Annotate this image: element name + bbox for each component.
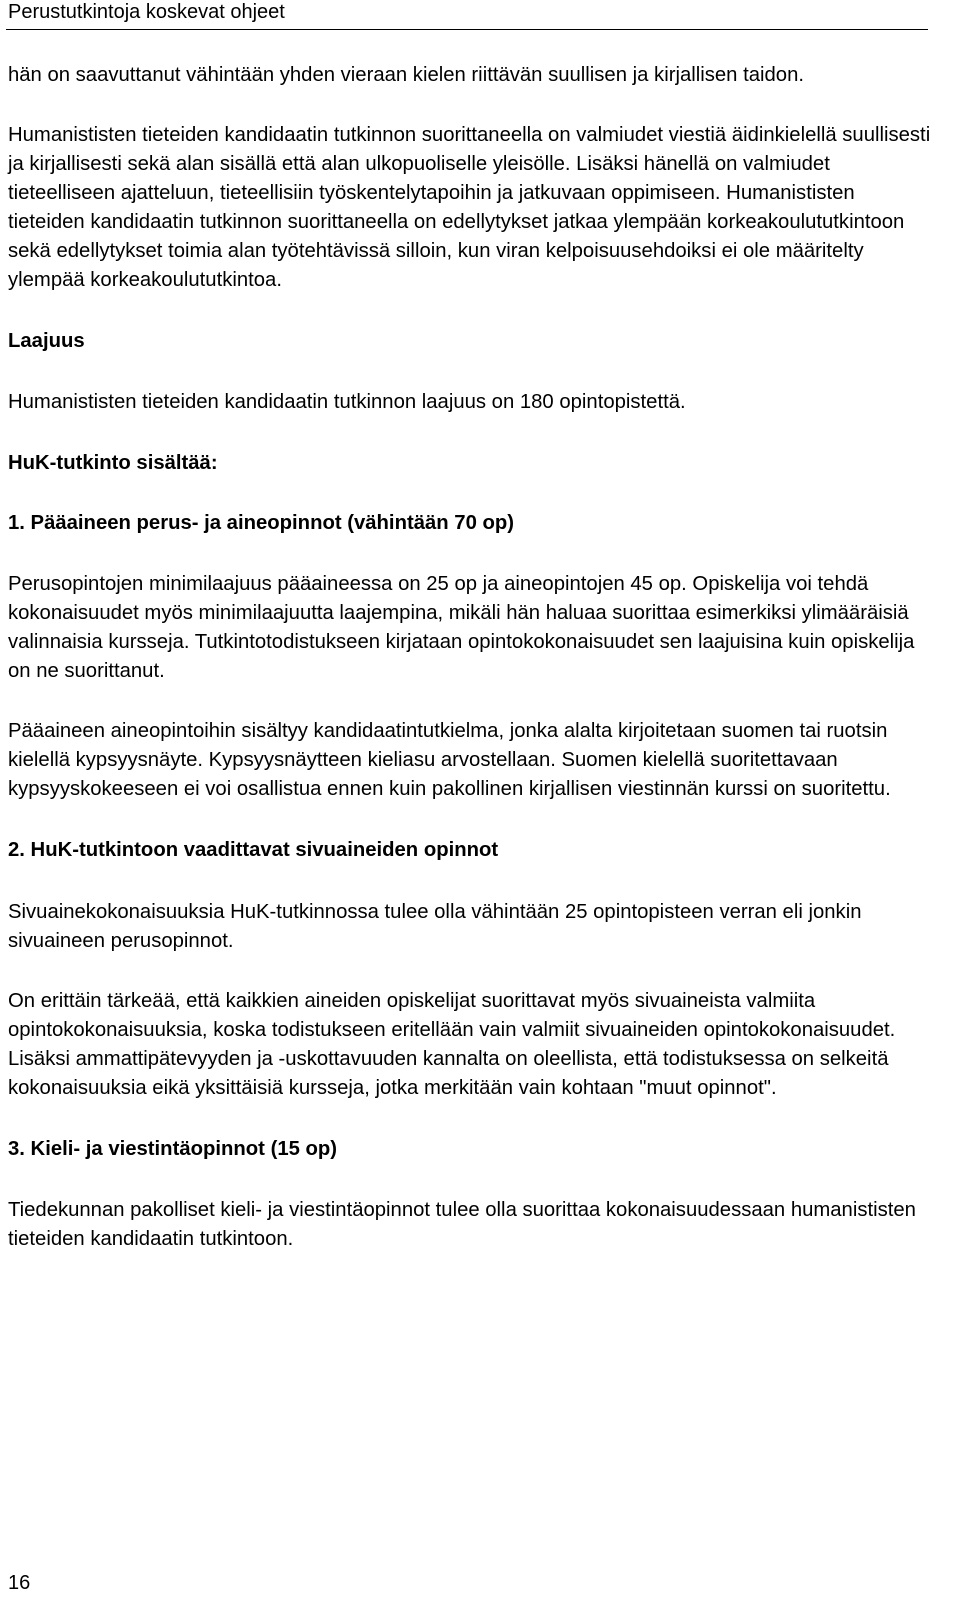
running-header: Perustutkintoja koskevat ohjeet — [8, 1, 285, 23]
section3-heading: 3. Kieli- ja viestintäopinnot (15 op) — [8, 1138, 338, 1160]
section3-paragraph: Tiedekunnan pakolliset kieli- ja viestintäopinnot tulee olla suorittaa kokonaisuudessaan humanististen tieteiden kandidaatin tutkintoon. — [8, 1199, 916, 1250]
section2-paragraph-2: On erittäin tärkeää, että kaikkien aineiden opiskelijat suorittavat myös sivuaineista valmiita opintokokonaisuuksia, koska todistukseen eritellään vain valmiit sivuaineiden opintokokonaisuudet. Lisäksi ammattipätevyyden ja -uskottavuuden kannalta on oleellista, että todistuksessa on selkeitä kokonaisuuksia eikä yksittäisiä kursseja, jotka merkitään vain kohtaan "muut opinnot". — [8, 990, 896, 1099]
intro-continuation: hän on saavuttanut vähintään yhden vieraan kielen riittävän suullisen ja kirjallisen taidon. — [8, 64, 804, 86]
laajuus-text: Humanististen tieteiden kandidaatin tutkinnon laajuus on 180 opintopistettä. — [8, 391, 686, 413]
huk-heading: HuK-tutkinto sisältää: — [8, 452, 218, 474]
section1-paragraph-2: Pääaineen aineopintoihin sisältyy kandidaatintutkielma, jonka alalta kirjoitetaan suomen tai ruotsin kielellä kypsyysnäyte. Kypsyysnäytteen kieliasu arvostellaan. Suomen kielellä suoritettavaan kypsyyskokeeseen ei voi osallistua ennen kuin pakollinen kirjallisen viestinnän kurssi on suoritettu. — [8, 720, 891, 800]
laajuus-heading: Laajuus — [8, 330, 85, 352]
page-number: 16 — [8, 1572, 31, 1594]
section1-paragraph-1: Perusopintojen minimilaajuus pääaineessa on 25 op ja aineopintojen 45 op. Opiskelija voi tehdä kokonaisuudet myös minimilaajuutta laajempina, mikäli hän haluaa suorittaa esimerkiksi ylimääräisiä valinnaisia kursseja. Tutkintotodistukseen kirjataan opintokokonaisuudet sen laajuisina kuin opiskelija on ne suorittanut. — [8, 573, 915, 682]
section1-heading: 1. Pääaineen perus- ja aineopinnot (vähintään 70 op) — [8, 512, 515, 534]
section2-paragraph-1: Sivuainekokonaisuuksia HuK-tutkinnossa tulee olla vähintään 25 opintopisteen verran eli jonkin sivuaineen perusopinnot. — [8, 901, 862, 952]
header-rule — [6, 29, 928, 30]
intro-paragraph: Humanististen tieteiden kandidaatin tutkinnon suorittaneella on valmiudet viestiä äidinkielellä suullisesti ja kirjallisesti sekä alan sisällä että alan ulkopuoliselle yleisölle. Lisäksi hänellä on valmiudet tieteelliseen ajatteluun, tieteellisiin työskentelytapoihin ja jatkuvaan oppimiseen. Humanististen tieteiden kandidaatin tutkinnon suorittaneella on edellytykset jatkaa ylempään korkeakoulututkintoon sekä edellytykset toimia alan työtehtävissä silloin, kun viran kelpoisuusehdoiksi ei ole määritelty ylempää korkeakoulututkintoa. — [8, 124, 931, 291]
section2-heading: 2. HuK-tutkintoon vaadittavat sivuaineiden opinnot — [8, 839, 499, 861]
document-body — [8, 61, 933, 1254]
